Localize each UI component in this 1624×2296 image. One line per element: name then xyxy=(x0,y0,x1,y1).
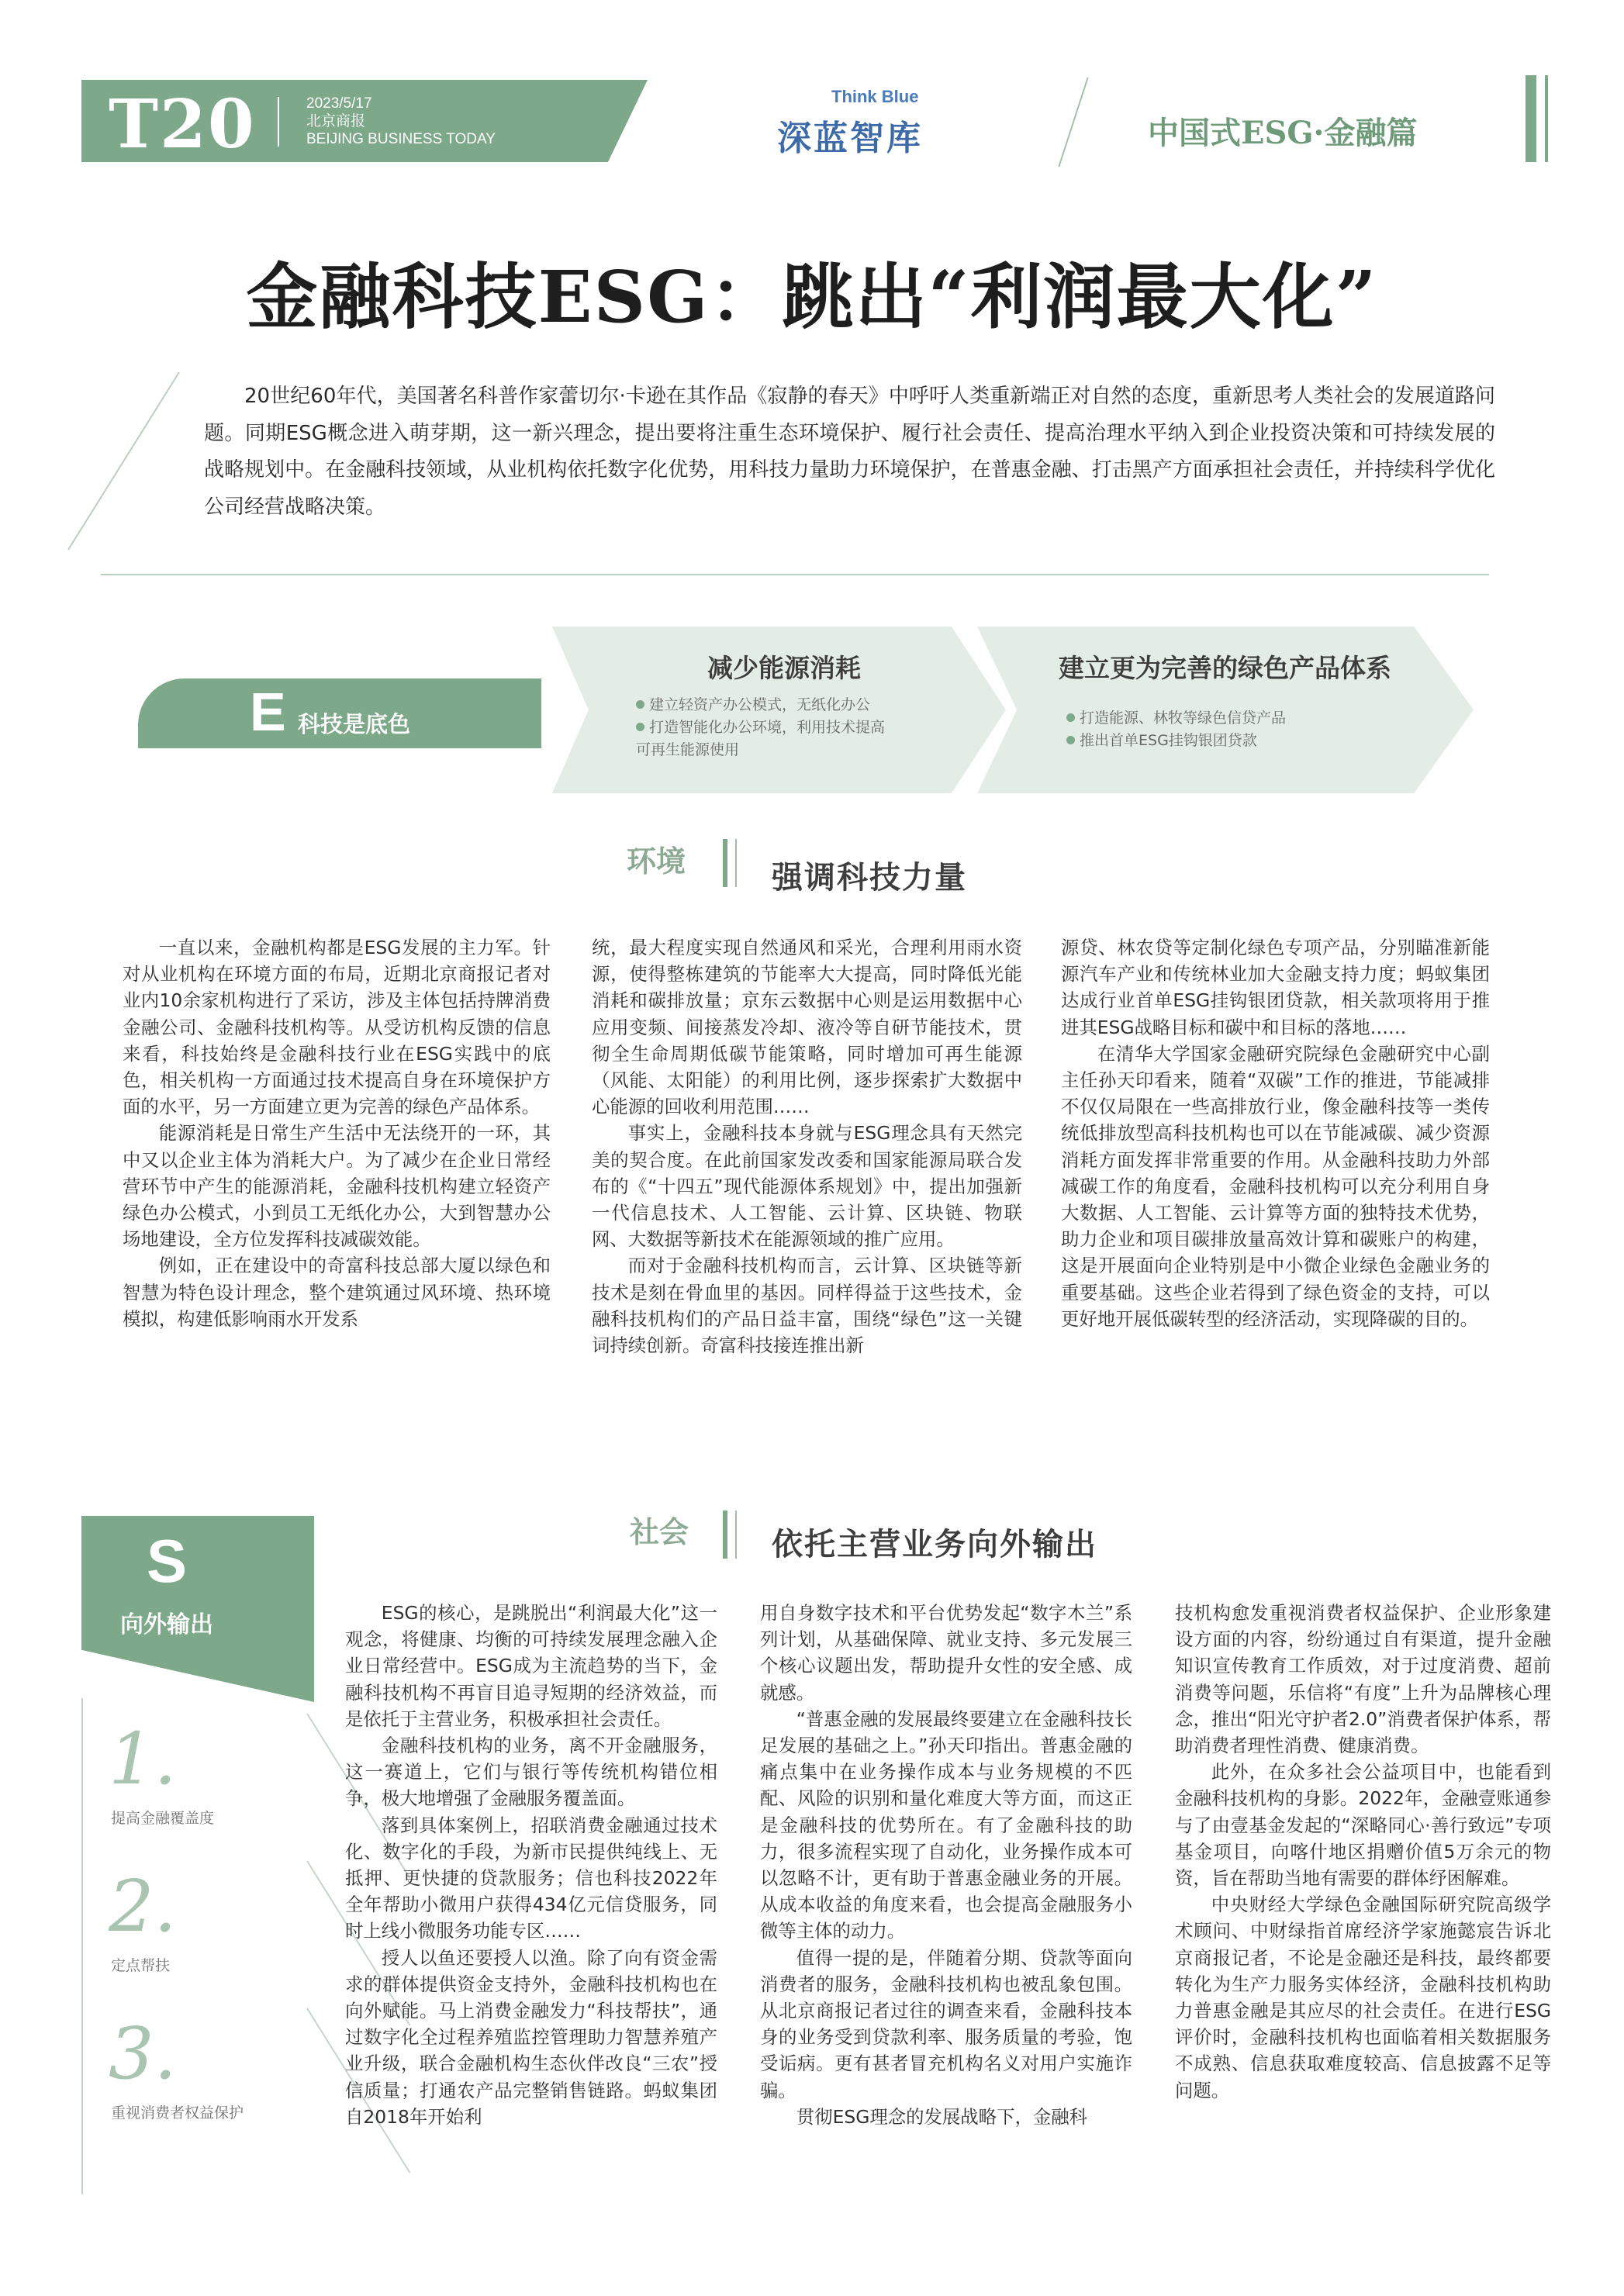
heading-bar xyxy=(723,839,727,887)
issue-date: 2023/5/17 xyxy=(306,95,372,112)
sidebar-line xyxy=(81,1698,83,2194)
e-badge-letter: E xyxy=(250,682,286,742)
point-number: 1. xyxy=(109,1718,177,1801)
chevron-1-list xyxy=(636,694,946,761)
header-slash xyxy=(1058,78,1088,167)
point-number: 2. xyxy=(109,1865,177,1948)
paragraph: 落到具体案例上，招联消费金融通过技术化、数字化的手段，为新市民提供纯线上、无抵押、更快捷的贷款服务；信也科技2022年全年帮助小微用户获得434亿元信贷服务，同时上线小微服务功能专区…… xyxy=(345,1814,717,1942)
header-accent-bar xyxy=(1526,75,1536,162)
paragraph: 例如，正在建设中的奇富科技总部大厦以绿色和智慧为特色设计理念，整个建筑通过风环境、热环境模拟，构建低影响雨水开发系 xyxy=(123,1255,551,1330)
environment-heading-small: 环境 xyxy=(627,844,686,879)
environment-column-3 xyxy=(1061,934,1490,1332)
paragraph: 此外，在众多社会公益项目中，也能看到金融科技机构的身影。2022年，金融壹账通参与了由壹基金发起的“深略同心·善行致远”专项基金项目，向喀什地区捐赠价值5万余元的物资，旨在帮助当地有需要的群体纾困解难。 xyxy=(1175,1761,1551,1890)
paragraph: 中央财经大学绿色金融国际研究院高级学术顾问、中财绿指首席经济学家施懿宸告诉北京商报记者，不论是金融还是科技，最终都要转化为生产力服务实体经济，金融科技机构助力普惠金融是其应尽的社会责任。在进行ESG评价时，金融科技机构也面临着相关数据服务不成熟、信息获取难度较高、信息披露不足等问题。 xyxy=(1175,1894,1551,2101)
heading-bar-thin xyxy=(735,1511,737,1559)
header-accent-bar-thin xyxy=(1545,75,1548,162)
paragraph: ESG的核心，是跳脱出“利润最大化”这一观念，将健康、均衡的可持续发展理念融入企业日常经营中。ESG成为主流趋势的当下，金融科技机构不再盲目追寻短期的经济效益，而是依托于主营业务，积极承担社会责任。 xyxy=(345,1602,717,1730)
paragraph: 用自身数字技术和平台优势发起“数字木兰”系列计划，从基础保障、就业支持、多元发展三个核心议题出发，帮助提升女性的安全感、成就感。 xyxy=(760,1602,1132,1704)
paragraph: 贯彻ESG理念的发展战略下，金融科 xyxy=(796,2105,1088,2128)
paragraph: 能源消耗是日常生产生活中无法绕开的一环，其中又以企业主体为消耗大户。为了减少在企业日常经营环节中产生的能源消耗，金融科技机构建立轻资产绿色办公模式，小到员工无纸化办公，大到智慧办公场地建设，全方位发挥科技减碳效能。 xyxy=(123,1122,551,1251)
heading-bar-thin xyxy=(735,839,737,887)
paragraph: 源贷、林农贷等定制化绿色专项产品，分别瞄准新能源汽车产业和传统林业加大金融支持力度；蚂蚁集团达成行业首单ESG挂钩银团贷款，相关款项将用于推进其ESG战略目标和碳中和目标的落地…… xyxy=(1061,937,1490,1038)
intro-text: 20世纪60年代，美国著名科普作家蕾切尔·卡逊在其作品《寂静的春天》中呼吁人类重新端正对自然的态度，重新思考人类社会的发展道路问题。同期ESG概念进入萌芽期，这一新兴理念，提出要将注重生态环境保护、履行社会责任、提高治理水平纳入到企业投资决策和可持续发展的战略规划中。在金融科技领域，从业机构依托数字化优势，用科技力量助力环境保护，在普惠金融、打击黑产方面承担社会责任，并持续科学优化公司经营战略决策。 xyxy=(204,385,1495,519)
chevron-1-title: 减少能源消耗 xyxy=(707,653,861,683)
point-label: 定点帮扶 xyxy=(111,1957,171,1974)
paper-name-cn: 北京商报 xyxy=(306,113,366,129)
bullet-icon xyxy=(1066,713,1075,722)
brand-logo-cn: 深蓝智库 xyxy=(777,119,923,158)
environment-heading: 强调科技力量 xyxy=(772,859,967,896)
point-label: 提高金融覆盖度 xyxy=(111,1810,215,1827)
heading-bar xyxy=(723,1511,727,1559)
bullet-icon xyxy=(636,723,644,731)
society-column-1 xyxy=(345,1600,717,2130)
environment-column-2 xyxy=(592,934,1022,1359)
header-meta xyxy=(306,95,496,148)
point-number: 3. xyxy=(109,2012,177,2095)
bullet-icon xyxy=(1066,736,1075,744)
society-heading: 依托主营业务向外输出 xyxy=(772,1526,1097,1562)
chevron-2-list xyxy=(1066,707,1392,752)
chevron-2-item: 推出首单ESG挂钩银团贷款 xyxy=(1066,730,1392,752)
chevron-2-title: 建立更为完善的绿色产品体系 xyxy=(1059,653,1391,683)
society-heading-small: 社会 xyxy=(630,1514,689,1549)
paragraph: 金融科技机构的业务，离不开金融服务，这一赛道上，它们与银行等传统机构错位相争，极大地增强了金融服务覆盖面。 xyxy=(345,1735,717,1810)
paragraph: 事实上，金融科技本身就与ESG理念具有天然完美的契合度。在此前国家发改委和国家能源局联合发布的《“十四五”现代能源体系规划》中，提出加强新一代信息技术、人工智能、云计算、区块链、物联网、大数据等新技术在能源领域的推广应用。 xyxy=(592,1122,1022,1251)
paragraph: 而对于金融科技机构而言，云计算、区块链等新技术是刻在骨血里的基因。同样得益于这些技术，金融科技机构们的产品日益丰富，围绕“绿色”这一关键词持续创新。奇富科技接连推出新 xyxy=(592,1255,1022,1357)
chevron-2-item: 打造能源、林牧等绿色信贷产品 xyxy=(1066,707,1392,730)
page-number: T20 xyxy=(109,85,256,164)
brand-logo-en: Think Blue xyxy=(831,87,919,106)
paragraph: 值得一提的是，伴随着分期、贷款等面向消费者的服务，金融科技机构也被乱象包围。从北京商报记者过往的调查来看，金融科技本身的业务受到贷款利率、服务质量的考验，饱受诟病。更有甚者冒充机构名义对用户实施诈骗。 xyxy=(760,1946,1132,2101)
header-divider xyxy=(278,97,279,147)
paragraph: 统，最大程度实现自然通风和采光，合理利用雨水资源，使得整栋建筑的节能率大大提高，同时降低光能消耗和碳排放量；京东云数据中心则是运用数据中心应用变频、间接蒸发冷却、液冷等自研节能技术，贯彻全生命周期低碳节能策略，同时增加可再生能源（风能、太阳能）的利用比例，逐步探索扩大数据中心能源的回收利用范围…… xyxy=(592,937,1022,1118)
paragraph: 一直以来，金融机构都是ESG发展的主力军。针对从业机构在环境方面的布局，近期北京商报记者对业内10余家机构进行了采访，涉及主体包括持牌消费金融公司、金融科技机构等。从受访机构反馈的信息来看，科技始终是金融科技行业在ESG实践中的底色，相关机构一方面通过技术提高自身在环境保护方面的水平，另一方面建立更为完善的绿色产品体系。 xyxy=(123,937,551,1118)
s-badge-label: 向外输出 xyxy=(120,1611,213,1638)
paper-name-en: BEIJING BUSINESS TODAY xyxy=(306,131,496,147)
bullet-icon xyxy=(636,700,644,709)
society-column-3 xyxy=(1175,1600,1551,2104)
s-badge-letter: S xyxy=(146,1527,188,1595)
chevron-1-item: 打造智能化办公环境，利用技术提高 xyxy=(636,716,946,739)
paragraph: 授人以鱼还要授人以渔。除了向有资金需求的群体提供资金支持外，金融科技机构也在向外赋能。马上消费金融发力“科技帮扶”，通过数字化全过程养殖监控管理助力智慧养殖产业升级，联合金融机构生态伙伴改良“三农”授信质量；打通农产品完整销售链路。蚂蚁集团自2018年开始利 xyxy=(345,1946,717,2128)
e-badge-label: 科技是底色 xyxy=(298,711,411,737)
intro-decoration-line xyxy=(67,371,180,550)
intro-divider xyxy=(101,574,1489,575)
environment-column-1 xyxy=(123,934,551,1332)
column-title: 中国式ESG·金融篇 xyxy=(1148,115,1418,151)
point-label: 重视消费者权益保护 xyxy=(111,2104,244,2122)
paragraph: “普惠金融的发展最终要建立在金融科技长足发展的基础之上。”孙天印指出。普惠金融的痛点集中在业务操作成本与业务规模的不匹配、风险的识别和量化难度大等方面，而这正是金融科技的优势所在。有了金融科技的助力，很多流程实现了自动化，业务操作成本可以忽略不计，更有助于普惠金融业务的开展。从成本收益的角度来看，也会提高金融服务小微等主体的动力。 xyxy=(760,1707,1132,1942)
intro-paragraph xyxy=(204,378,1495,526)
society-column-2 xyxy=(760,1600,1132,2130)
chevron-1-item: 可再生能源使用 xyxy=(636,741,740,758)
chevron-1-item: 建立轻资产办公模式，无纸化办公 xyxy=(636,694,946,716)
paragraph: 技机构愈发重视消费者权益保护、企业形象建设方面的内容，纷纷通过自有渠道，提升金融知识宣传教育工作质效，对于过度消费、超前消费等问题，乐信将“有度”上升为品牌核心理念，推出“阳光守护者2.0”消费者保护体系，帮助消费者理性消费、健康消费。 xyxy=(1175,1602,1551,1757)
paragraph: 在清华大学国家金融研究院绿色金融研究中心副主任孙天印看来，随着“双碳”工作的推进，节能减排不仅仅局限在一些高排放行业，像金融科技等一类传统低排放型高科技机构也可以在节能减碳、减少资源消耗方面发挥非常重要的作用。从金融科技助力外部减碳工作的角度看，金融科技机构可以充分利用自身大数据、人工智能、云计算等方面的独特技术优势，助力企业和项目碳排放量高效计算和碳账户的构建，这是开展面向企业特别是中小微企业绿色金融业务的重要基础。这些企业若得到了绿色资金的支持，可以更好地开展低碳转型的经济活动，实现降碳的目的。 xyxy=(1061,1042,1490,1330)
page-title: 金融科技ESG：跳出“利润最大化” xyxy=(246,255,1378,339)
